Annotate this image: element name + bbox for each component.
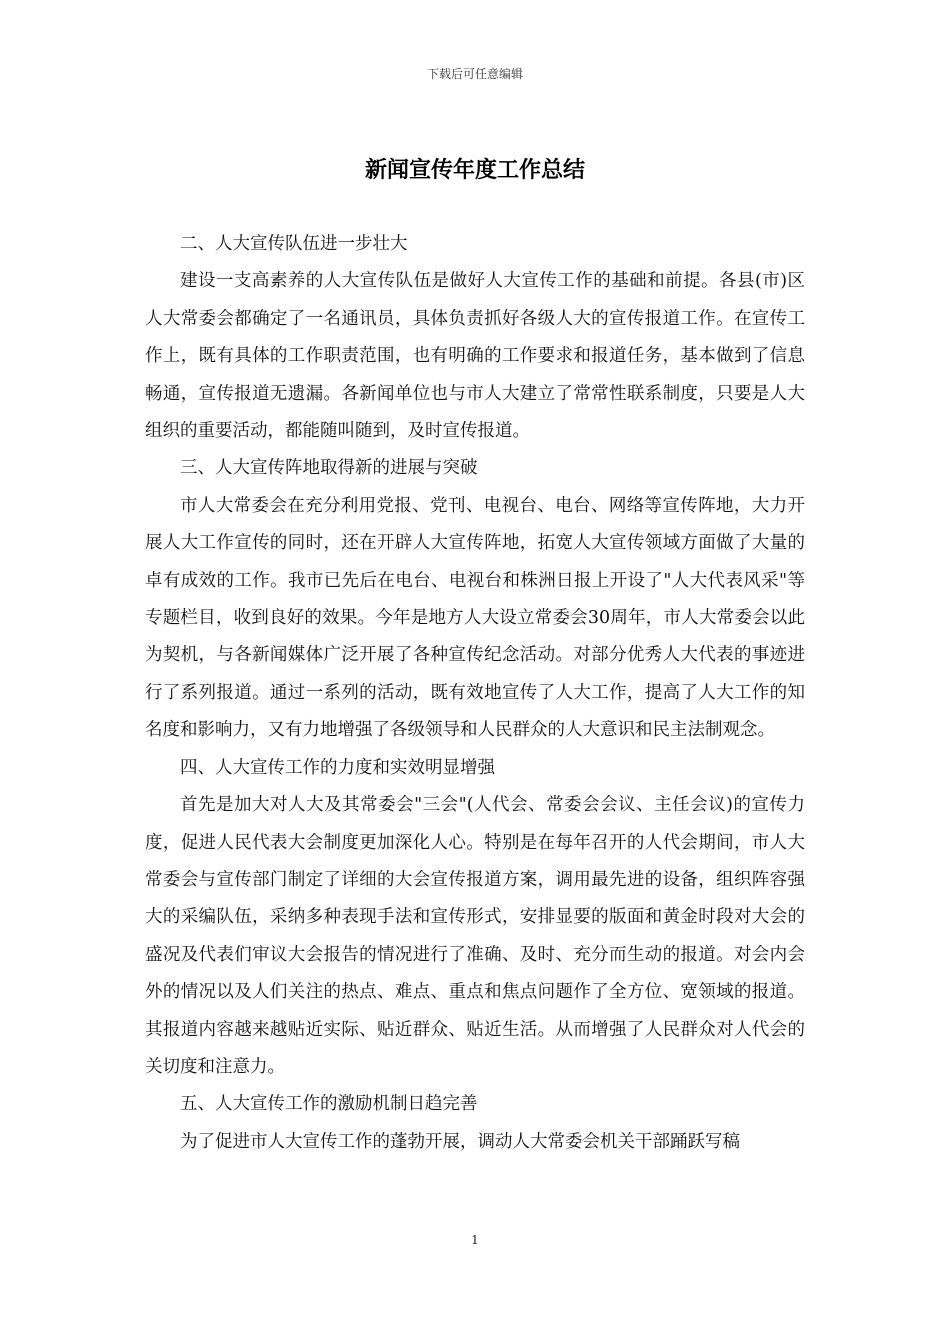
document-body bbox=[145, 226, 805, 1161]
paragraph-team: 建设一支高素养的人大宣传队伍是做好人大宣传工作的基础和前提。各县(市)区人大常委会都确定了一名通讯员，具体负责抓好各级人大的宣传报道工作。在宣传工作上，既有具体的工作职责范围，也有明确的工作要求和报道任务，基本做到了信息畅通，宣传报道无遗漏。各新闻单位也与市人大建立了常常性联系制度，只要是人大组织的重要活动，都能随叫随到，及时宣传报道。 bbox=[145, 271, 805, 442]
section-heading-4: 四、人大宣传工作的力度和实效明显增强 bbox=[180, 757, 495, 778]
document-title: 新闻宣传年度工作总结 bbox=[364, 157, 585, 183]
section-heading-2: 二、人大宣传队伍进一步壮大 bbox=[180, 234, 408, 254]
section-heading-5: 五、人大宣传工作的激励机制日趋完善 bbox=[180, 1094, 478, 1115]
paragraph-platform: 市人大常委会在充分利用党报、党刊、电视台、电台、网络等宣传阵地，大力开展人大工作宣传的同时，还在开辟人大宣传阵地，拓宽人大宣传领域方面做了大量的卓有成效的工作。我市已先后在电台、电视台和株洲日报上开设了"人大代表风采"等专题栏目，收到良好的效果。今年是地方人大设立常委会30周年，市人大常委会以此为契机，与各新闻媒体广泛开展了各种宣传纪念活动。对部分优秀人大代表的事迹进行了系列报道。通过一系列的活动，既有效地宣传了人大工作，提高了人大工作的知名度和影响力，又有力地增强了各级领导和人民群众的人大意识和民主法制观念。 bbox=[145, 495, 805, 741]
page-number: 1 bbox=[471, 1233, 479, 1247]
section-heading-3: 三、人大宣传阵地取得新的进展与突破 bbox=[180, 458, 478, 479]
paragraph-intensity: 首先是加大对人大及其常委会"三会"(人代会、常委会会议、主任会议)的宣传力度，促进人民代表大会制度更加深化人心。特别是在每年召开的人代会期间，市人大常委会与宣传部门制定了详细的大会宣传报道方案，调用最先进的设备，组织阵容强大的采编队伍，采纳多种表现手法和宣传形式，安排显要的版面和黄金时段对大会的盛况及代表们审议大会报告的情况进行了准确、及时、充分而生动的报道。对会内会外的情况以及人们关注的热点、难点、重点和焦点问题作了全方位、宽领域的报道。其报道内容越来越贴近实际、贴近群众、贴近生活。从而增强了人民群众对人代会的关切度和注意力。 bbox=[145, 795, 805, 1077]
paragraph-incentive: 为了促进市人大宣传工作的蓬勃开展，调动人大常委会机关干部踊跃写稿 bbox=[180, 1131, 740, 1152]
page-header-note: 下载后可任意编辑 bbox=[426, 67, 523, 81]
